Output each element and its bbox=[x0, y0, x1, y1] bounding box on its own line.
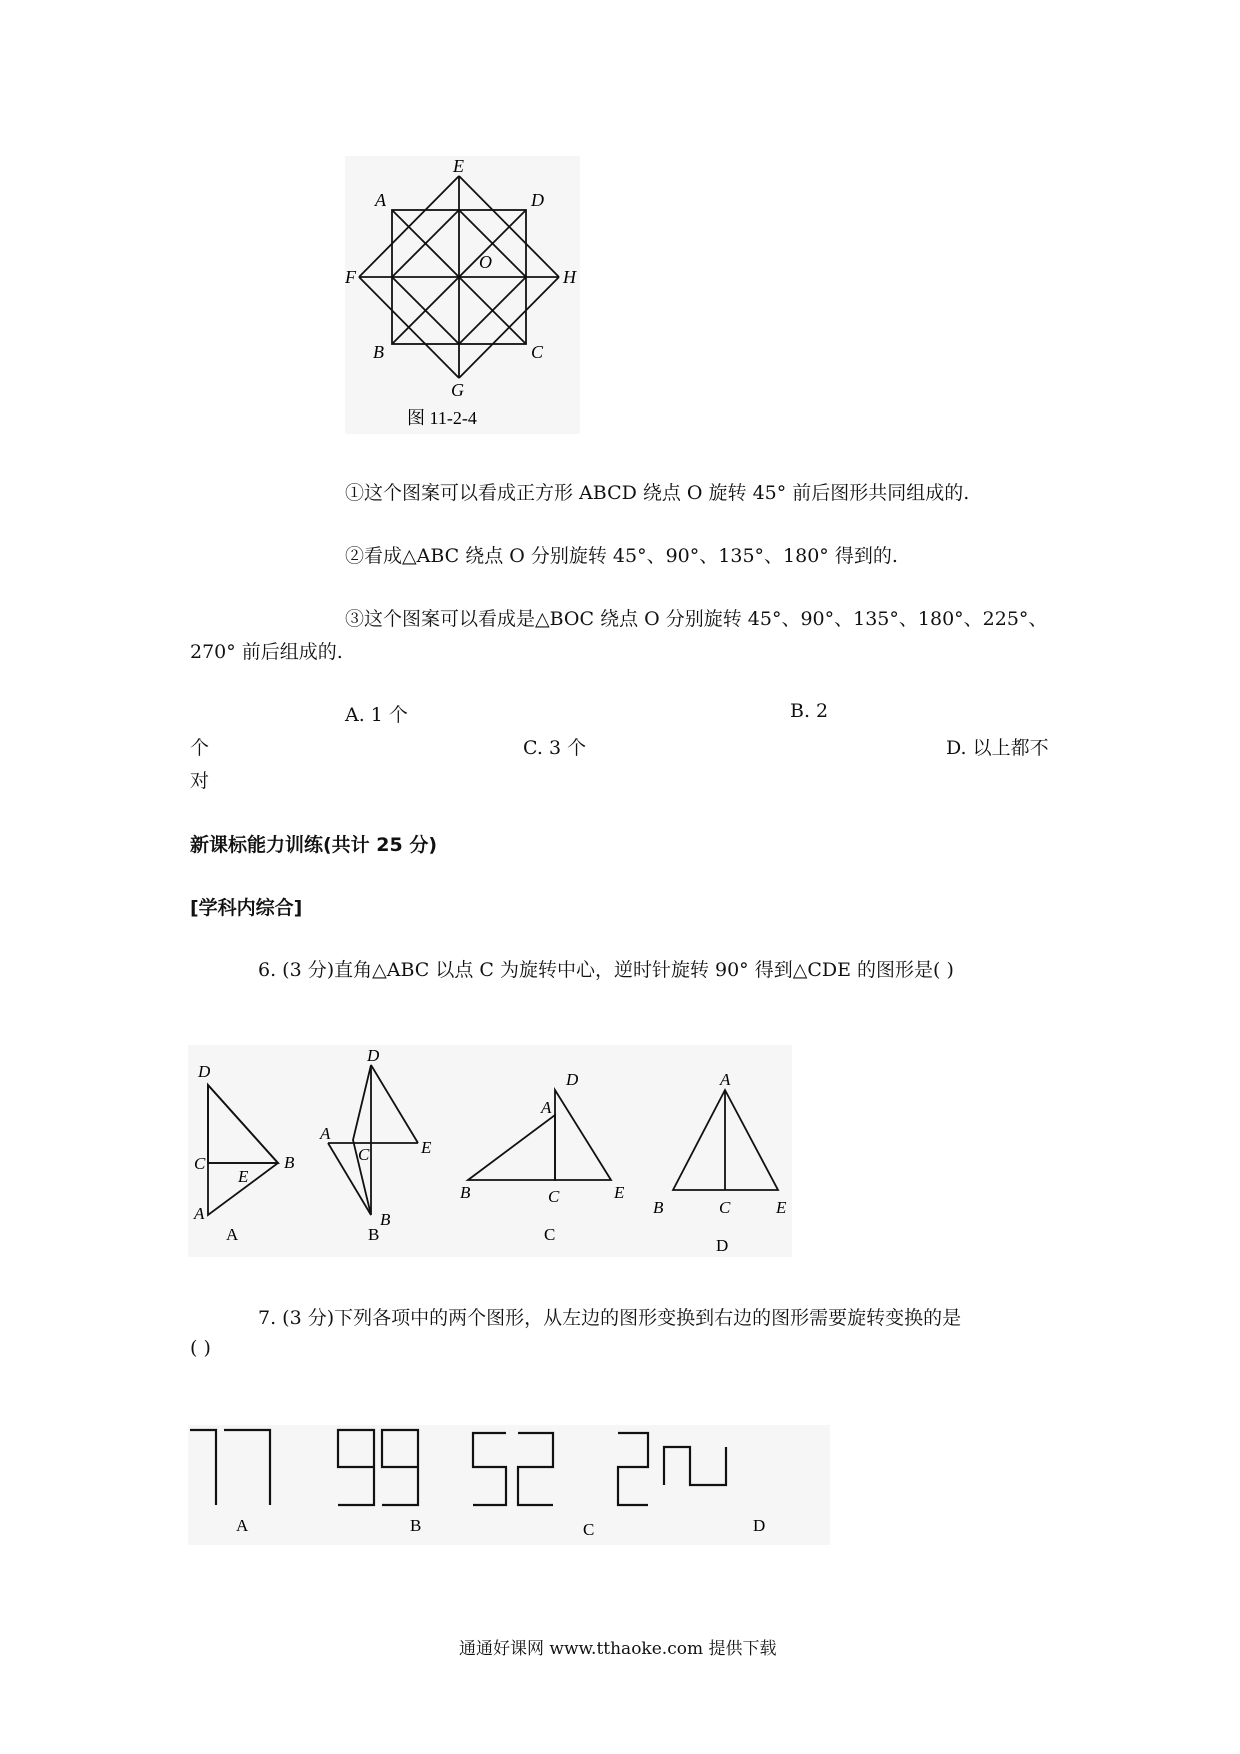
question-7-paren: ( ) bbox=[190, 1337, 211, 1359]
statement-3: ③这个图案可以看成是△BOC 绕点 O 分别旋转 45°、90°、135°、180°、225°、 bbox=[345, 608, 1048, 630]
label-O: O bbox=[479, 252, 492, 272]
q6-b-label-C: C bbox=[358, 1145, 370, 1164]
q6-a-label-E: E bbox=[238, 1167, 249, 1186]
q6-c-label-C: C bbox=[548, 1187, 560, 1206]
option-d-continued: 对 bbox=[190, 770, 210, 792]
q7-option-label-a: A bbox=[236, 1516, 249, 1535]
question-6-figure bbox=[188, 1045, 792, 1257]
section-title: 新课标能力训练(共计 25 分) bbox=[190, 834, 438, 856]
q6-b-label-D: D bbox=[367, 1046, 380, 1065]
figure-11-2-4 bbox=[345, 156, 580, 434]
q6-d-label-C: C bbox=[719, 1198, 731, 1217]
label-F: F bbox=[345, 267, 356, 287]
figure-caption: 图 11-2-4 bbox=[407, 408, 477, 428]
q6-option-label-d: D bbox=[716, 1236, 729, 1255]
option-c: C. 3 个 bbox=[523, 737, 587, 759]
option-b: B. 2 bbox=[790, 700, 829, 722]
statement-1: ①这个图案可以看成正方形 ABCD 绕点 O 旋转 45° 前后图形共同组成的. bbox=[345, 482, 970, 504]
q6-a-label-D: D bbox=[198, 1062, 211, 1081]
q6-d-label-E: E bbox=[776, 1198, 787, 1217]
subsection-title: [学科内综合] bbox=[190, 897, 303, 919]
q7-option-label-d: D bbox=[753, 1516, 766, 1535]
q6-b-label-B: B bbox=[380, 1210, 391, 1229]
q6-b-label-E: E bbox=[421, 1138, 432, 1157]
q6-b-label-A: A bbox=[320, 1124, 331, 1143]
label-H: H bbox=[563, 267, 576, 287]
option-d: D. 以上都不 bbox=[946, 737, 1049, 759]
q7-option-label-c: C bbox=[583, 1520, 595, 1539]
q6-option-label-b: B bbox=[368, 1225, 380, 1244]
q6-c-label-E: E bbox=[614, 1183, 625, 1202]
question-6-text: 6. (3 分)直角△ABC 以点 C 为旋转中心，逆时针旋转 90° 得到△CDE 的图形是( ) bbox=[258, 959, 954, 981]
label-G: G bbox=[451, 380, 464, 400]
option-a: A. 1 个 bbox=[345, 704, 408, 726]
q6-a-label-C: C bbox=[194, 1154, 206, 1173]
q6-a-label-A: A bbox=[194, 1204, 205, 1223]
q6-c-label-D: D bbox=[566, 1070, 579, 1089]
statement-3-continued: 270° 前后组成的. bbox=[190, 641, 343, 663]
label-C: C bbox=[531, 342, 544, 362]
q6-d-label-A: A bbox=[720, 1070, 731, 1089]
q6-d-label-B: B bbox=[653, 1198, 664, 1217]
option-b-continued: 个 bbox=[190, 737, 210, 759]
question-7-text: 7. (3 分)下列各项中的两个图形，从左边的图形变换到右边的图形需要旋转变换的是 bbox=[258, 1307, 962, 1329]
q6-option-label-a: A bbox=[226, 1225, 239, 1244]
label-B: B bbox=[373, 342, 384, 362]
label-E: E bbox=[453, 156, 464, 176]
q6-c-label-A: A bbox=[541, 1098, 552, 1117]
label-D: D bbox=[531, 190, 544, 210]
q6-a-label-B: B bbox=[284, 1153, 295, 1172]
page-footer: 通通好课网 www.tthaoke.com 提供下载 bbox=[459, 1639, 777, 1659]
label-A: A bbox=[375, 190, 386, 210]
q6-option-label-c: C bbox=[544, 1225, 556, 1244]
q6-c-label-B: B bbox=[460, 1183, 471, 1202]
statement-2: ②看成△ABC 绕点 O 分别旋转 45°、90°、135°、180° 得到的. bbox=[345, 545, 898, 567]
question-7-figure bbox=[188, 1425, 830, 1545]
q7-option-label-b: B bbox=[410, 1516, 422, 1535]
